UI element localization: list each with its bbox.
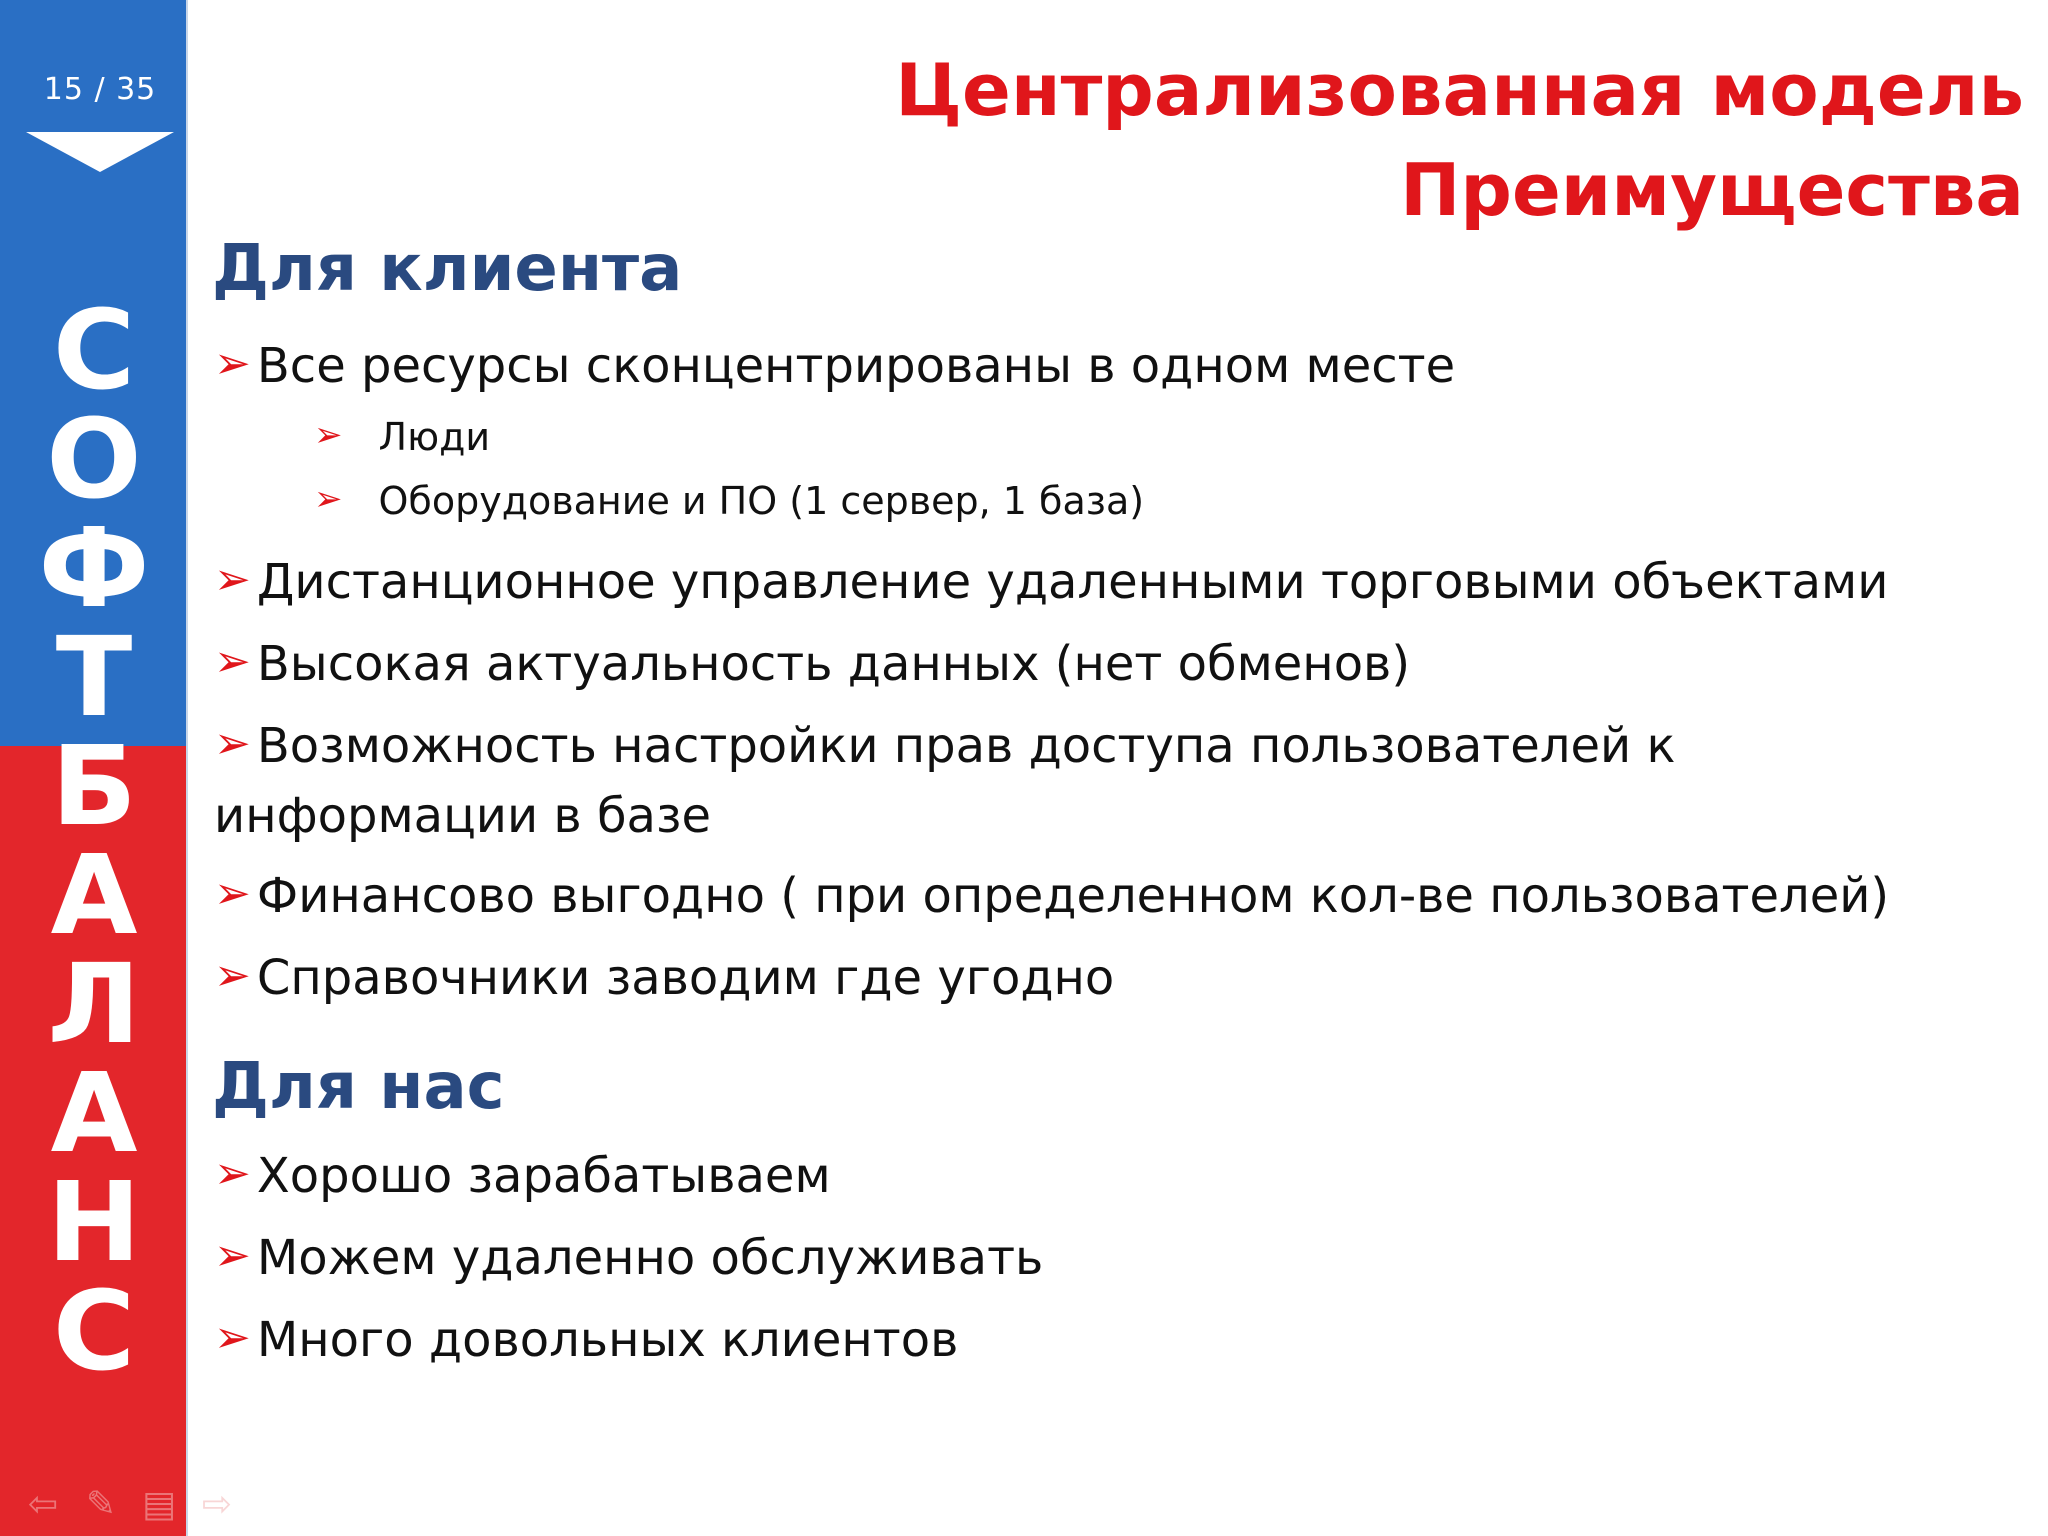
list-item [214, 1142, 2014, 1212]
list-item-text: Хорошо зарабатываем [256, 1148, 831, 1204]
bullet-arrow-icon: ➢ [214, 950, 251, 1001]
list-item [214, 1224, 2014, 1294]
sub-list-item [314, 476, 1144, 528]
title-line-2: Преимущества [1400, 148, 2024, 232]
sidebar-banner [0, 0, 233, 1536]
bullet-arrow-icon: ➢ [214, 1148, 251, 1199]
list-item-text: Справочники заводим где угодно [256, 950, 1115, 1006]
brand-letter: С [52, 286, 136, 414]
bullet-arrow-icon: ➢ [214, 554, 251, 605]
bullet-arrow-icon: ➢ [214, 1312, 251, 1363]
list-item-text: Финансово выгодно ( при определенном кол-ве пользователей) [256, 868, 1890, 924]
down-arrow-icon[interactable] [26, 132, 174, 172]
list-item [214, 1306, 2014, 1376]
list-item [214, 944, 2014, 1014]
brand-letter: Ф [38, 504, 150, 632]
brand-letter: О [46, 395, 142, 523]
bullet-arrow-icon: ➢ [214, 636, 251, 687]
brand-letter: Л [47, 940, 141, 1068]
brand-letter: Б [51, 722, 137, 850]
list-item-text: Возможность настройки прав доступа пользователей к информации в базе [214, 718, 1676, 844]
bullet-arrow-icon: ➢ [214, 338, 251, 389]
list-item-text: Можем удаленно обслуживать [256, 1230, 1044, 1286]
slide-nav-toolbar [14, 1484, 254, 1524]
list-item-text: Дистанционное управление удаленными торговыми объектами [256, 554, 1889, 610]
brand-letter: А [50, 831, 138, 959]
brand-letter: А [50, 1049, 138, 1177]
sub-list-item-text: Люди [378, 415, 491, 459]
list-item-text: Все ресурсы сконцентрированы в одном месте [256, 338, 1456, 394]
brand-letter: Н [47, 1158, 141, 1286]
list-item [214, 862, 2014, 932]
bullet-arrow-icon: ➢ [314, 479, 343, 519]
slide-counter: 15 / 35 [43, 72, 157, 107]
list-item [214, 712, 2014, 850]
sub-list-item [314, 412, 490, 464]
menu-icon[interactable]: ▤ [141, 1484, 176, 1525]
sub-list-item-text: Оборудование и ПО (1 сервер, 1 база) [378, 479, 1145, 523]
bullet-arrow-icon: ➢ [314, 415, 343, 455]
brand-logo-vertical [0, 286, 188, 1395]
brand-letter: Т [55, 613, 133, 741]
list-item [214, 332, 2014, 402]
list-item-text: Много довольных клиентов [256, 1312, 959, 1368]
section-heading-us: Для нас [212, 1050, 505, 1124]
forward-arrow-icon[interactable]: ⇨ [201, 1484, 233, 1525]
slide-title [895, 40, 2024, 240]
list-item [214, 630, 2014, 700]
bullet-arrow-icon: ➢ [214, 1230, 251, 1281]
list-item [214, 548, 2014, 618]
bullet-arrow-icon: ➢ [214, 868, 251, 919]
section-heading-client: Для клиента [212, 232, 683, 306]
back-arrow-icon[interactable]: ⇦ [27, 1484, 59, 1525]
bullet-arrow-icon: ➢ [214, 718, 251, 769]
list-item-text: Высокая актуальность данных (нет обменов) [256, 636, 1411, 692]
title-line-1: Централизованная модель [895, 48, 2024, 132]
pen-icon[interactable]: ✎ [85, 1484, 117, 1525]
brand-letter: С [52, 1267, 136, 1395]
